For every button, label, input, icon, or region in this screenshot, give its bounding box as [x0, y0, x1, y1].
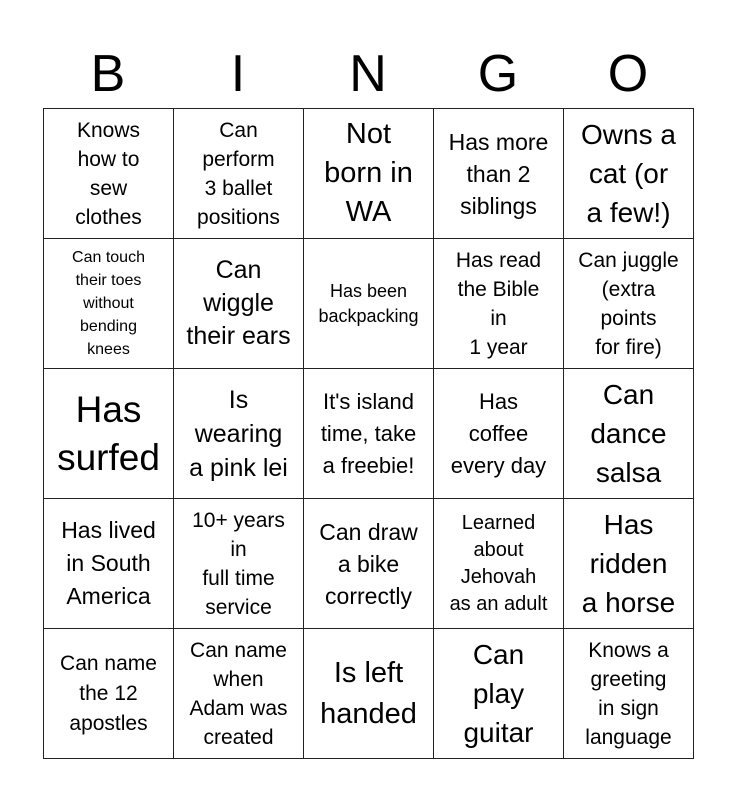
bingo-cell[interactable]: [174, 629, 304, 759]
board-row: [44, 239, 694, 369]
cell-text: Has been backpacking: [318, 280, 419, 326]
cell-text: Has lived in South America: [61, 517, 156, 609]
bingo-cell[interactable]: [174, 109, 304, 239]
bingo-cell[interactable]: [304, 369, 434, 499]
cell-text: Has coffee every day: [450, 388, 547, 478]
cell-text: 10+ years in full time service: [192, 508, 285, 619]
bingo-cell[interactable]: [434, 499, 564, 629]
bingo-cell[interactable]: [44, 239, 174, 369]
board-row: [44, 499, 694, 629]
cell-text: Has read the Bible in 1 year: [455, 248, 542, 359]
cell-text: Can wiggle their ears: [186, 256, 291, 350]
cell-text: Knows how to sew clothes: [75, 118, 142, 229]
cell-text: Has more than 2 siblings: [448, 128, 549, 219]
bingo-cell[interactable]: [44, 499, 174, 629]
bingo-cell[interactable]: [564, 109, 694, 239]
cell-text: Owns a cat (or a few!): [581, 119, 676, 228]
bingo-cell[interactable]: [434, 629, 564, 759]
bingo-cell[interactable]: [564, 499, 694, 629]
cell-text: Can name the 12 apostles: [60, 651, 157, 735]
header-letter-b: B: [90, 45, 126, 103]
header-letter-o: O: [607, 45, 649, 103]
header-letter-g: G: [477, 45, 519, 103]
bingo-cell[interactable]: [564, 369, 694, 499]
bingo-header: [43, 40, 693, 108]
cell-text: Can name when Adam was created: [189, 638, 288, 749]
cell-text: Can touch their toes without bending knees: [72, 249, 145, 358]
cell-text: Can juggle (extra points for fire): [578, 248, 679, 359]
bingo-board: [43, 108, 694, 759]
bingo-cell[interactable]: [304, 499, 434, 629]
cell-text: Is wearing a pink lei: [189, 385, 288, 482]
bingo-cell[interactable]: [564, 239, 694, 369]
cell-text: Can draw a bike correctly: [319, 518, 418, 609]
bingo-cell[interactable]: [564, 629, 694, 759]
cell-text: Knows a greeting in sign language: [585, 638, 672, 749]
cell-text: Not born in WA: [324, 118, 413, 228]
cell-text: Can play guitar: [463, 639, 534, 748]
bingo-cell[interactable]: [434, 109, 564, 239]
bingo-cell[interactable]: [174, 499, 304, 629]
bingo-cell[interactable]: [434, 239, 564, 369]
cell-text: It's island time, take a freebie!: [320, 388, 417, 478]
bingo-cell[interactable]: [44, 369, 174, 499]
cell-text: Can dance salsa: [590, 379, 667, 488]
board-row: [44, 369, 694, 499]
cell-text: Is left handed: [320, 656, 417, 730]
bingo-cell[interactable]: [174, 239, 304, 369]
cell-text: Learned about Jehovah as an adult: [449, 511, 548, 615]
bingo-cell[interactable]: [304, 239, 434, 369]
header-letter-i: I: [230, 45, 246, 103]
cell-text: Can perform 3 ballet positions: [197, 118, 280, 229]
cell-text: Has ridden a horse: [581, 509, 676, 618]
header-letter-n: N: [349, 45, 387, 103]
cell-text: Has surfed: [57, 388, 160, 478]
bingo-cell[interactable]: [434, 369, 564, 499]
bingo-cell[interactable]: [44, 109, 174, 239]
board-row: [44, 629, 694, 759]
bingo-cell[interactable]: [174, 369, 304, 499]
board-row: [44, 109, 694, 239]
bingo-cell[interactable]: [44, 629, 174, 759]
bingo-cell[interactable]: [304, 109, 434, 239]
bingo-cell[interactable]: [304, 629, 434, 759]
